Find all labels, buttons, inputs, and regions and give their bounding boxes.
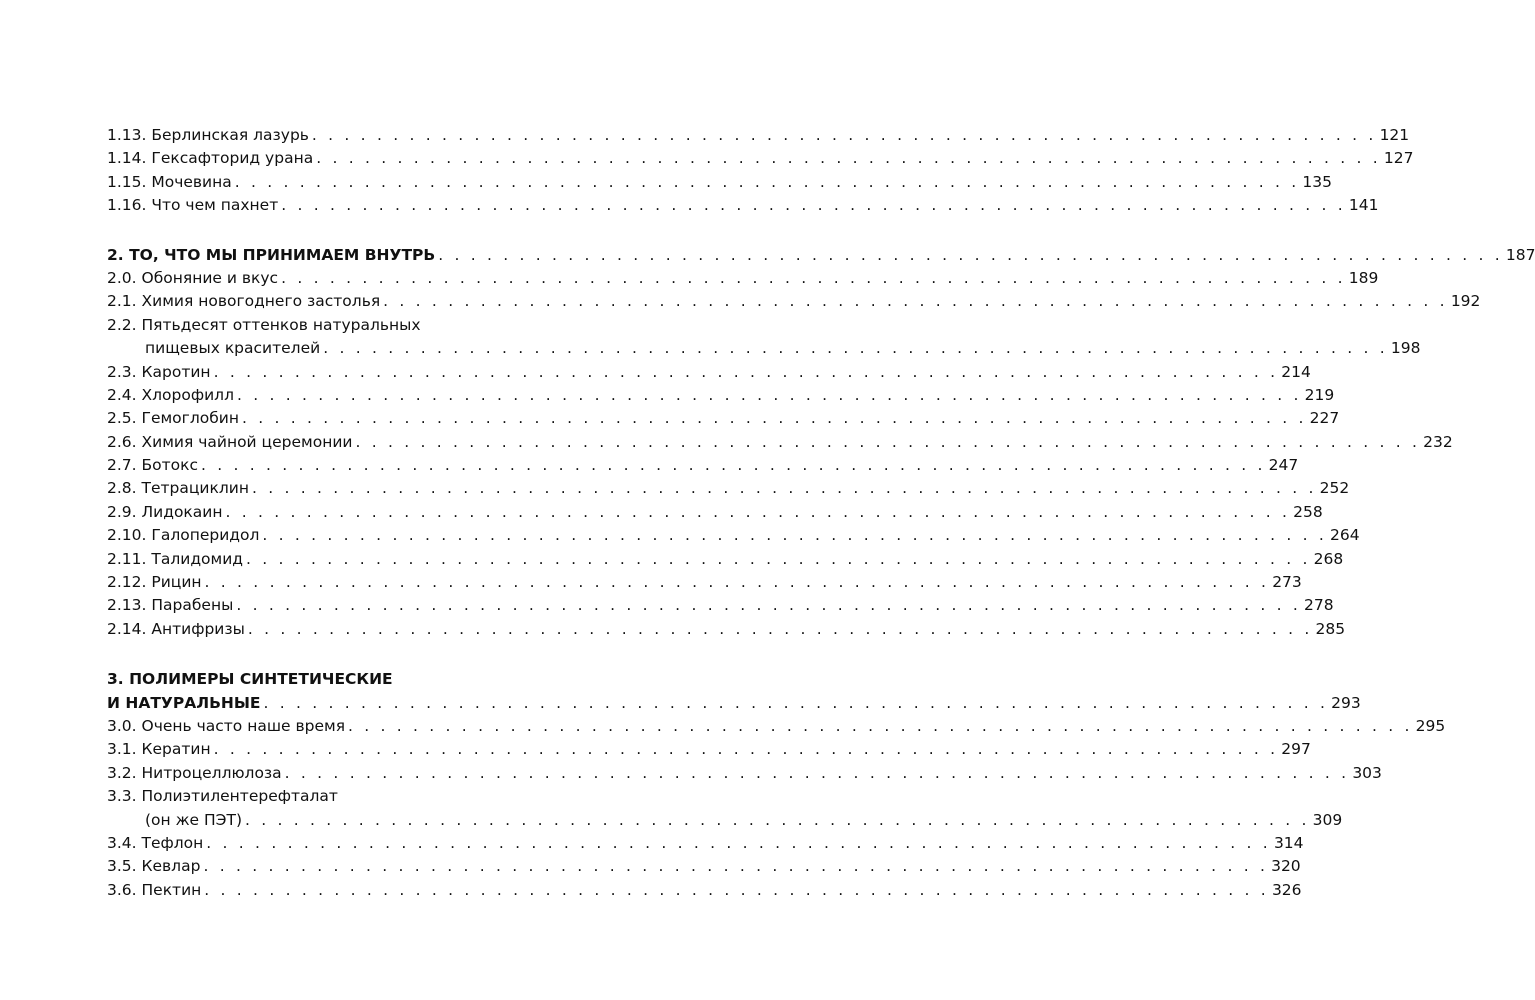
page-number: 127 bbox=[1383, 149, 1414, 168]
page-number: 268 bbox=[1313, 549, 1344, 568]
dot-leader: . . . . . . . . . . . . . . . . . . . . . . . . . . . . . . . . . . . . . . . . . . . . . . . . . . . . . . . . . . . . . . . . . . bbox=[204, 880, 1269, 899]
dot-leader: . . . . . . . . . . . . . . . . . . . . . . . . . . . . . . . . . . . . . . . . . . . . . . . . . . . . . . . . . . . . . . . . . . bbox=[281, 268, 1346, 287]
toc-entry[interactable] bbox=[107, 454, 1299, 477]
entry-title: 3.0. Очень часто наше время bbox=[107, 716, 346, 735]
dot-leader: . . . . . . . . . . . . . . . . . . . . . . . . . . . . . . . . . . . . . . . . . . . . . . . . . . . . . . . . . . . . . . . . . . bbox=[262, 526, 1328, 545]
entry-title: 2.4. Хлорофилл bbox=[107, 385, 234, 404]
toc-entry[interactable] bbox=[107, 384, 1335, 407]
toc-entry[interactable] bbox=[107, 879, 1302, 902]
dot-leader: . . . . . . . . . . . . . . . . . . . . . . . . . . . . . . . . . . . . . . . . . . . . . . . . . . . . . . . . . . . . . . . . . . bbox=[246, 549, 1311, 568]
entry-title: 2.1. Химия новогоднего застолья bbox=[107, 292, 381, 311]
entry-title: 3. ПОЛИМЕРЫ СИНТЕТИЧЕСКИЕ bbox=[107, 670, 393, 689]
chapter-heading-continued[interactable] bbox=[107, 692, 1361, 715]
page-number: 297 bbox=[1281, 740, 1311, 759]
dot-leader: . . . . . . . . . . . . . . . . . . . . . . . . . . . . . . . . . . . . . . . . . . . . . . . . . . . . . . . . . . . . . . . . . . bbox=[236, 385, 1302, 404]
toc-entry[interactable] bbox=[107, 738, 1311, 761]
page-number: 320 bbox=[1271, 857, 1301, 876]
page-number: 227 bbox=[1309, 409, 1340, 428]
dot-leader: . . . . . . . . . . . . . . . . . . . . . . . . . . . . . . . . . . . . . . . . . . . . . . . . . . . . . . . . . . . . . . . . . . bbox=[251, 479, 1317, 498]
dot-leader: . . . . . . . . . . . . . . . . . . . . . . . . . . . . . . . . . . . . . . . . . . . . . . . . . . . . . . . . . . . . . . . . . . bbox=[316, 149, 1381, 168]
toc-entry[interactable] bbox=[107, 832, 1304, 855]
toc-entry[interactable] bbox=[107, 267, 1379, 290]
page-number: 198 bbox=[1390, 339, 1421, 358]
entry-title: 2.11. Талидомид bbox=[107, 549, 243, 568]
page-number: 285 bbox=[1315, 619, 1346, 638]
table-of-contents bbox=[107, 124, 1535, 902]
page-number: 264 bbox=[1330, 526, 1360, 545]
page-number: 192 bbox=[1450, 292, 1481, 311]
dot-leader: . . . . . . . . . . . . . . . . . . . . . . . . . . . . . . . . . . . . . . . . . . . . . . . . . . . . . . . . . . . . . . . . . . bbox=[311, 126, 1377, 144]
chapter-heading[interactable] bbox=[107, 244, 1535, 267]
toc-entry[interactable] bbox=[107, 855, 1301, 878]
dot-leader: . . . . . . . . . . . . . . . . . . . . . . . . . . . . . . . . . . . . . . . . . . . . . . . . . . . . . . . . . . . . . . . . . . bbox=[247, 619, 1313, 638]
toc-entry[interactable] bbox=[107, 501, 1323, 524]
page-number: 187 bbox=[1505, 245, 1535, 264]
entry-title: И НАТУРАЛЬНЫЕ bbox=[107, 693, 261, 712]
toc-entry[interactable] bbox=[107, 548, 1344, 571]
page-number: 273 bbox=[1272, 573, 1302, 592]
page-number: 314 bbox=[1273, 833, 1304, 852]
toc-entry[interactable] bbox=[107, 314, 517, 337]
toc-entry[interactable] bbox=[107, 194, 1379, 217]
dot-leader: . . . . . . . . . . . . . . . . . . . . . . . . . . . . . . . . . . . . . . . . . . . . . . . . . . . . . . . . . . . . . . . . . . bbox=[203, 857, 1269, 876]
page-number: 219 bbox=[1304, 385, 1335, 404]
entry-title: 3.6. Пектин bbox=[107, 880, 202, 899]
toc-entry[interactable] bbox=[107, 785, 517, 808]
page-number: 214 bbox=[1281, 362, 1311, 381]
entry-title: 2.14. Антифризы bbox=[107, 619, 245, 638]
entry-title: 1.14. Гексафторид урана bbox=[107, 149, 314, 168]
dot-leader: . . . . . . . . . . . . . . . . . . . . . . . . . . . . . . . . . . . . . . . . . . . . . . . . . . . . . . . . . . . . . . . . . . bbox=[201, 456, 1266, 475]
entry-title: 2.13. Парабены bbox=[107, 596, 234, 615]
toc-entry[interactable] bbox=[107, 147, 1414, 170]
entry-title: 2.10. Галоперидол bbox=[107, 526, 260, 545]
toc-entry-continued[interactable] bbox=[107, 809, 1343, 832]
dot-leader: . . . . . . . . . . . . . . . . . . . . . . . . . . . . . . . . . . . . . . . . . . . . . . . . . . . . . . . . . . . . . . . . . . bbox=[348, 716, 1413, 735]
page-number: 232 bbox=[1423, 432, 1453, 451]
entry-title: 2.6. Химия чайной церемонии bbox=[107, 432, 353, 451]
toc-entry-continued[interactable] bbox=[107, 337, 1421, 360]
toc-entry[interactable] bbox=[107, 477, 1350, 500]
entry-title: 2. ТО, ЧТО МЫ ПРИНИМАЕМ ВНУТРЬ bbox=[107, 245, 436, 264]
dot-leader: . . . . . . . . . . . . . . . . . . . . . . . . . . . . . . . . . . . . . . . . . . . . . . . . . . . . . . . . . . . . . . . . . . bbox=[204, 573, 1270, 592]
dot-leader: . . . . . . . . . . . . . . . . . . . . . . . . . . . . . . . . . . . . . . . . . . . . . . . . . . . . . . . . . . . . . . . . . . bbox=[355, 432, 1421, 451]
page-number: 247 bbox=[1268, 456, 1299, 475]
dot-leader: . . . . . . . . . . . . . . . . . . . . . . . . . . . . . . . . . . . . . . . . . . . . . . . . . . . . . . . . . . . . . . . . . . bbox=[263, 693, 1329, 712]
toc-entry[interactable] bbox=[107, 715, 1446, 738]
toc-entry[interactable] bbox=[107, 361, 1311, 384]
toc-entry[interactable] bbox=[107, 124, 1410, 147]
dot-leader: . . . . . . . . . . . . . . . . . . . . . . . . . . . . . . . . . . . . . . . . . . . . . . . . . . . . . . . . . . . . . . . . . . bbox=[213, 362, 1279, 381]
entry-title: 2.5. Гемоглобин bbox=[107, 409, 239, 428]
toc-entry[interactable] bbox=[107, 571, 1302, 594]
page-number: 135 bbox=[1302, 172, 1332, 191]
dot-leader: . . . . . . . . . . . . . . . . . . . . . . . . . . . . . . . . . . . . . . . . . . . . . . . . . . . . . . . . . . . . . . . . . . bbox=[245, 810, 1310, 829]
page-number: 303 bbox=[1352, 763, 1382, 782]
entry-title: (он же ПЭТ) bbox=[145, 810, 243, 829]
entry-title: 1.15. Мочевина bbox=[107, 172, 232, 191]
page-number: 189 bbox=[1348, 268, 1379, 287]
dot-leader: . . . . . . . . . . . . . . . . . . . . . . . . . . . . . . . . . . . . . . . . . . . . . . . . . . . . . . . . . . . . . . . . . . bbox=[383, 292, 1448, 311]
entry-title: 1.13. Берлинская лазурь bbox=[107, 126, 309, 144]
page-number: 293 bbox=[1331, 693, 1361, 712]
entry-title: 2.7. Ботокс bbox=[107, 456, 199, 475]
entry-title: 2.12. Рицин bbox=[107, 573, 202, 592]
page-number: 141 bbox=[1348, 196, 1379, 215]
entry-title: 2.2. Пятьдесят оттенков натуральных bbox=[107, 315, 421, 334]
entry-title: 3.3. Полиэтилентерефталат bbox=[107, 787, 338, 806]
dot-leader: . . . . . . . . . . . . . . . . . . . . . . . . . . . . . . . . . . . . . . . . . . . . . . . . . . . . . . . . . . . . . . . . . . bbox=[284, 763, 1350, 782]
entry-title: 3.2. Нитроцеллюлоза bbox=[107, 763, 282, 782]
section-gap bbox=[107, 641, 517, 668]
entry-title: 2.9. Лидокаин bbox=[107, 502, 223, 521]
section-gap bbox=[107, 218, 517, 244]
toc-entry[interactable] bbox=[107, 407, 1340, 430]
page-number: 252 bbox=[1319, 479, 1350, 498]
toc-entry[interactable] bbox=[107, 431, 1453, 454]
page-number: 309 bbox=[1312, 810, 1343, 829]
entry-title: 2.0. Обоняние и вкус bbox=[107, 268, 279, 287]
dot-leader: . . . . . . . . . . . . . . . . . . . . . . . . . . . . . . . . . . . . . . . . . . . . . . . . . . . . . . . . . . . . . . . . . . bbox=[213, 740, 1279, 759]
page-number: 258 bbox=[1293, 502, 1323, 521]
dot-leader: . . . . . . . . . . . . . . . . . . . . . . . . . . . . . . . . . . . . . . . . . . . . . . . . . . . . . . . . . . . . . . . . . . bbox=[234, 172, 1300, 191]
dot-leader: . . . . . . . . . . . . . . . . . . . . . . . . . . . . . . . . . . . . . . . . . . . . . . . . . . . . . . . . . . . . . . . . . . bbox=[438, 245, 1503, 264]
dot-leader: . . . . . . . . . . . . . . . . . . . . . . . . . . . . . . . . . . . . . . . . . . . . . . . . . . . . . . . . . . . . . . . . . . bbox=[206, 833, 1271, 852]
dot-leader: . . . . . . . . . . . . . . . . . . . . . . . . . . . . . . . . . . . . . . . . . . . . . . . . . . . . . . . . . . . . . . . . . . bbox=[323, 339, 1388, 358]
toc-entry[interactable] bbox=[107, 290, 1481, 313]
entry-title: пищевых красителей bbox=[145, 339, 321, 358]
entry-title: 2.3. Каротин bbox=[107, 362, 211, 381]
entry-title: 1.16. Что чем пахнет bbox=[107, 196, 279, 215]
page-number: 121 bbox=[1379, 126, 1410, 144]
toc-entry[interactable] bbox=[107, 762, 1382, 785]
entry-title: 2.8. Тетрациклин bbox=[107, 479, 249, 498]
chapter-heading[interactable] bbox=[107, 668, 517, 691]
entry-title: 3.1. Кератин bbox=[107, 740, 211, 759]
page-number: 295 bbox=[1415, 716, 1446, 735]
toc-entry[interactable] bbox=[107, 171, 1332, 194]
dot-leader: . . . . . . . . . . . . . . . . . . . . . . . . . . . . . . . . . . . . . . . . . . . . . . . . . . . . . . . . . . . . . . . . . . bbox=[225, 502, 1291, 521]
toc-entry[interactable] bbox=[107, 594, 1334, 617]
page-number: 278 bbox=[1303, 596, 1334, 615]
dot-leader: . . . . . . . . . . . . . . . . . . . . . . . . . . . . . . . . . . . . . . . . . . . . . . . . . . . . . . . . . . . . . . . . . . bbox=[241, 409, 1307, 428]
toc-entry[interactable] bbox=[107, 618, 1346, 641]
dot-leader: . . . . . . . . . . . . . . . . . . . . . . . . . . . . . . . . . . . . . . . . . . . . . . . . . . . . . . . . . . . . . . . . . . bbox=[281, 196, 1346, 215]
toc-entry[interactable] bbox=[107, 524, 1360, 547]
dot-leader: . . . . . . . . . . . . . . . . . . . . . . . . . . . . . . . . . . . . . . . . . . . . . . . . . . . . . . . . . . . . . . . . . . bbox=[236, 596, 1301, 615]
entry-title: 3.5. Кевлар bbox=[107, 857, 201, 876]
entry-title: 3.4. Тефлон bbox=[107, 833, 204, 852]
page-number: 326 bbox=[1271, 880, 1302, 899]
